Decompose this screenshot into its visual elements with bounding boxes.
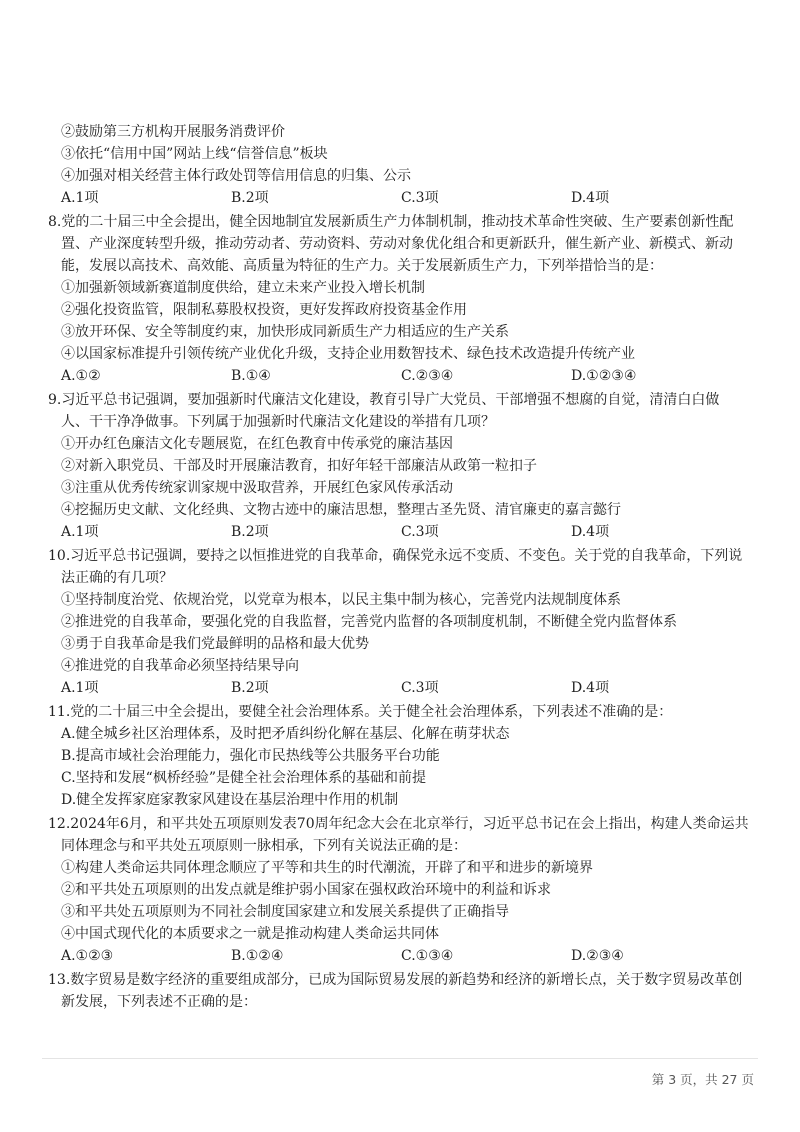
question-item: ③依托“信用中国”网站上线“信誉信息”板块 (61, 146, 328, 162)
answer-options (61, 677, 701, 699)
question-item: ④加强对相关经营主体行政处罚等信用信息的归集、公示 (61, 168, 411, 184)
question-8-stem: 8.党的二十届三中全会提出，健全因地制宜发展新质生产力体制机制，推动技术革命性突破、生产要素创新性配 (48, 214, 734, 230)
answer-options (61, 521, 701, 543)
option-b: B.①④ (231, 368, 271, 384)
page-number: 第 3 页，共 27 页 (651, 1072, 754, 1087)
question-item: ②和平共处五项原则的出发点就是维护弱小国家在强权政治环境中的利益和诉求 (61, 882, 551, 898)
answer-options (61, 187, 701, 209)
question-item: ②鼓励第三方机构开展服务消费评价 (61, 124, 285, 140)
question-9-stem: 9.习近平总书记强调，要加强新时代廉洁文化建设，教育引导广大党员、干部增强不想腐的自觉，清清白白做 (48, 392, 720, 408)
question-13-stem: 13.数字贸易是数字经济的重要组成部分，已成为国际贸易发展的新趋势和经济的新增长点，关于数字贸易改革创 (48, 972, 743, 988)
answer-options (61, 365, 701, 387)
question-9-stem: 人、干干净净做事。下列属于加强新时代廉洁文化建设的举措有几项？ (61, 414, 495, 430)
option-d: D.4项 (571, 190, 610, 206)
option-d: D.4项 (571, 524, 610, 540)
question-10-stem: 10.习近平总书记强调，要持之以恒推进党的自我革命，确保党永远不变质、不变色。关于党的自我革命，下列说 (48, 548, 743, 564)
option-c: C.3项 (401, 680, 439, 696)
question-item: ④推进党的自我革命必须坚持结果导向 (61, 658, 299, 674)
question-item: ②对新入职党员、干部及时开展廉洁教育，扣好年轻干部廉洁从政第一粒扣子 (61, 458, 537, 474)
question-13-stem: 新发展，下列表述不正确的是： (61, 994, 257, 1010)
option-a: A.①② (61, 368, 101, 384)
question-item: D.健全发挥家庭家教家风建设在基层治理中作用的机制 (61, 792, 399, 808)
footer-divider (42, 1058, 758, 1059)
question-item: ②强化投资监管，限制私募股权投资，更好发挥政府投资基金作用 (61, 302, 467, 318)
option-c: C.3项 (401, 524, 439, 540)
question-item: ③放开环保、安全等制度约束，加快形成同新质生产力相适应的生产关系 (61, 324, 509, 340)
question-item: B.提高市域社会治理能力，强化市民热线等公共服务平台功能 (61, 748, 440, 764)
question-item: ④中国式现代化的本质要求之一就是推动构建人类命运共同体 (61, 926, 439, 942)
option-c: C.3项 (401, 190, 439, 206)
option-a: A.①②③ (61, 948, 114, 964)
question-12-stem: 12.2024年6月，和平共处五项原则发表70周年纪念大会在北京举行，习近平总书记在会上指出，构建人类命运共 (48, 816, 749, 832)
question-item: ①构建人类命运共同体理念顺应了平等和共生的时代潮流，开辟了和平和进步的新境界 (61, 860, 593, 876)
option-b: B.2项 (231, 524, 269, 540)
question-item: C.坚持和发展“枫桥经验”是健全社会治理体系的基础和前提 (61, 770, 426, 786)
option-c: C.②③④ (401, 368, 454, 384)
question-item: ③和平共处五项原则为不同社会制度国家建立和发展关系提供了正确指导 (61, 904, 509, 920)
question-item: ④挖掘历史文献、文化经典、文物古迹中的廉洁思想，整理古圣先贤、清官廉吏的嘉言懿行 (61, 502, 621, 518)
option-d: D.4项 (571, 680, 610, 696)
option-b: B.2项 (231, 190, 269, 206)
question-8-stem: 能，发展以高技术、高效能、高质量为特征的生产力。关于发展新质生产力，下列举措恰当的是： (61, 258, 663, 274)
question-item: ①坚持制度治党、依规治党，以党章为根本，以民主集中制为核心，完善党内法规制度体系 (61, 592, 621, 608)
question-8-stem: 置、产业深度转型升级，推动劳动者、劳动资料、劳动对象优化组合和更新跃升，催生新产业、新模式、新动 (61, 236, 733, 252)
question-10-stem: 法正确的有几项？ (61, 570, 173, 586)
question-item: ②推进党的自我革命，要强化党的自我监督，完善党内监督的各项制度机制，不断健全党内监督体系 (61, 614, 677, 630)
option-a: A.1项 (61, 524, 99, 540)
option-b: B.2项 (231, 680, 269, 696)
option-a: A.1项 (61, 680, 99, 696)
question-item: A.健全城乡社区治理体系，及时把矛盾纠纷化解在基层、化解在萌芽状态 (61, 726, 510, 742)
question-12-stem: 同体理念与和平共处五项原则一脉相承，下列有关说法正确的是： (61, 838, 467, 854)
option-d: D.①②③④ (571, 368, 637, 384)
question-11-stem: 11.党的二十届三中全会提出，要健全社会治理体系。关于健全社会治理体系，下列表述不准确的是： (48, 704, 673, 720)
option-a: A.1项 (61, 190, 99, 206)
question-item: ④以国家标准提升引领传统产业优化升级，支持企业用数智技术、绿色技术改造提升传统产业 (61, 346, 635, 362)
question-item: ①开办红色廉洁文化专题展览，在红色教育中传承党的廉洁基因 (61, 436, 453, 452)
question-item: ③勇于自我革命是我们党最鲜明的品格和最大优势 (61, 636, 369, 652)
question-item: ①加强新领域新赛道制度供给，建立未来产业投入增长机制 (61, 280, 425, 296)
option-b: B.①②④ (231, 948, 284, 964)
question-item: ③注重从优秀传统家训家规中汲取营养，开展红色家风传承活动 (61, 480, 453, 496)
option-c: C.①③④ (401, 948, 454, 964)
answer-options (61, 945, 701, 967)
option-d: D.②③④ (571, 948, 624, 964)
